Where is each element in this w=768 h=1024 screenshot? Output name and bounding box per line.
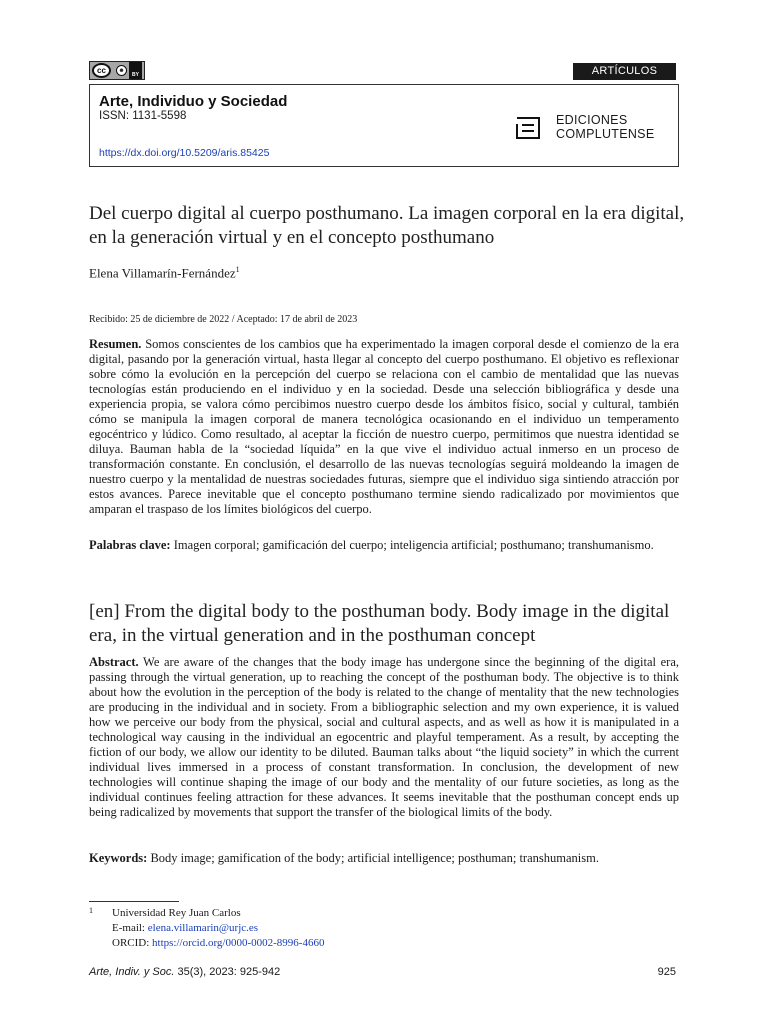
received-accepted-dates: Recibido: 25 de diciembre de 2022 / Aceptado: 17 de abril de 2023 xyxy=(89,314,358,325)
footnote-institution: Universidad Rey Juan Carlos xyxy=(112,907,241,919)
journal-issn: ISSN: 1131-5598 xyxy=(99,110,187,122)
publisher-logo-icon xyxy=(516,117,540,139)
author-footnote-marker[interactable]: 1 xyxy=(235,265,240,274)
cc-by-license-badge[interactable] xyxy=(89,61,145,80)
article-title-en: [en] From the digital body to the posthuman body. Body image in the digital era, in the virtual generation and in the posthuman concept xyxy=(89,601,670,646)
email-link[interactable]: elena.villamarin@urjc.es xyxy=(147,922,259,934)
footnote-divider xyxy=(89,901,179,902)
author-line xyxy=(89,265,240,281)
doi-link[interactable]: https://dx.doi.org/10.5209/aris.85425 xyxy=(99,147,270,159)
journal-title: Arte, Individuo y Sociedad xyxy=(99,93,288,110)
by-label: BY xyxy=(129,62,142,79)
article-title-es: Del cuerpo digital al cuerpo posthumano. La imagen corporal en la era digital, en la generación virtual y en el concepto posthumano xyxy=(89,203,685,248)
keywords-es-label: Palabras clave: xyxy=(89,538,171,552)
abstract-es-label: Resumen. xyxy=(89,337,142,351)
orcid-link[interactable]: https://orcid.org/0000-0002-8996-4660 xyxy=(152,937,325,949)
footer-journal-abbrev: Arte, Indiv. y Soc. xyxy=(89,966,175,978)
keywords-en xyxy=(89,851,679,866)
publisher-name-line2: COMPLUTENSE xyxy=(556,127,655,141)
cc-icon: cc xyxy=(92,63,111,78)
abstract-en-text: We are aware of the changes that the body image has undergone since the beginning of the digital era, passing through the virtual generation, up to reaching the concept of the posthuman body. The objective is to think about how the evolution in the perception of the body is related to the change of mentality that the new technologies are producing in the individual and in society. From a bibliographic selection and my own experience, it is valued how we perceive our body from the physical, social and cultural aspects, and as well as how it is manipulated in a technological way causing in the individual an egocentric and playful temperament. As a result, by accepting the fiction of our body, we allow our identity to be diluted. Bauman talks about “the liquid society” in which the current individual lives immersed in a process of constant transformation. In conclusion, the development of new technologies will continue shaping the image of our body and the mentality of our future societies, as long as the individual continues feeling attraction for these advances. It seems inevitable that the posthuman concept ends up being radicalized by movements that support the transfer of the biological limits of the body. xyxy=(89,655,679,819)
abstract-es-text: Somos conscientes de los cambios que ha experimentado la imagen corporal desde el comienzo de la era digital, pasando por la generación virtual, hasta llegar al concepto del cuerpo posthumano. El objetivo es reflexionar sobre cómo la evolución en la percepción del cuerpo se relaciona con el cambio de mentalidad que las nuevas tecnologías están produciendo en el individuo y en la sociedad. Desde una selección bibliográfica y desde una experiencia propia, se valora cómo percibimos nuestro cuerpo desde los ámbitos físico, social y cultural, también cómo se manipula la imagen corporal de manera tecnológica ocasionando en el individuo un temperamento egocéntrico y lúdico. Como resultado, al aceptar la ficción de nuestro cuerpo, permitimos que nuestra identidad se diluya. Bauman habla de la “sociedad líquida” en la que vive el individuo actual inmerso en un proceso de transformación constante. En conclusión, el desarrollo de las nuevas tecnologías seguirá moldeando la imagen de nuestro cuerpo y la mentalidad de nuestras sociedades futuras, siempre que el individuo siga sintiendo atracción por estos avances. Parece inevitable que el concepto posthumano termine siendo radicalizado por movimientos que amparan el traspaso de los límites biológicos del cuerpo. xyxy=(89,337,679,516)
abstract-en-label: Abstract. xyxy=(89,655,139,669)
keywords-en-text: Body image; gamification of the body; artificial intelligence; posthuman; transhumanism. xyxy=(150,851,599,865)
footnote-orcid-line xyxy=(112,936,324,951)
publisher-name-line1: EDICIONES xyxy=(556,113,628,127)
abstract-en xyxy=(89,655,679,820)
orcid-label: ORCID: xyxy=(112,937,150,949)
author-name: Elena Villamarín-Fernández xyxy=(89,265,236,281)
email-label: E-mail: xyxy=(112,922,145,934)
footer-volume-pages: 35(3), 2023: 925-942 xyxy=(177,966,281,978)
section-tag: ARTÍCULOS xyxy=(573,63,676,80)
footnote-email-line xyxy=(112,921,258,936)
keywords-es-text: Imagen corporal; gamificación del cuerpo; inteligencia artificial; posthumano; transhumanismo. xyxy=(173,538,654,552)
keywords-es xyxy=(89,538,679,553)
page-number: 925 xyxy=(657,966,676,978)
footer-citation xyxy=(89,966,280,978)
attribution-icon: ☻ xyxy=(116,65,127,76)
footnote-marker: 1 xyxy=(89,906,93,915)
abstract-es xyxy=(89,337,679,517)
keywords-en-label: Keywords: xyxy=(89,851,148,865)
